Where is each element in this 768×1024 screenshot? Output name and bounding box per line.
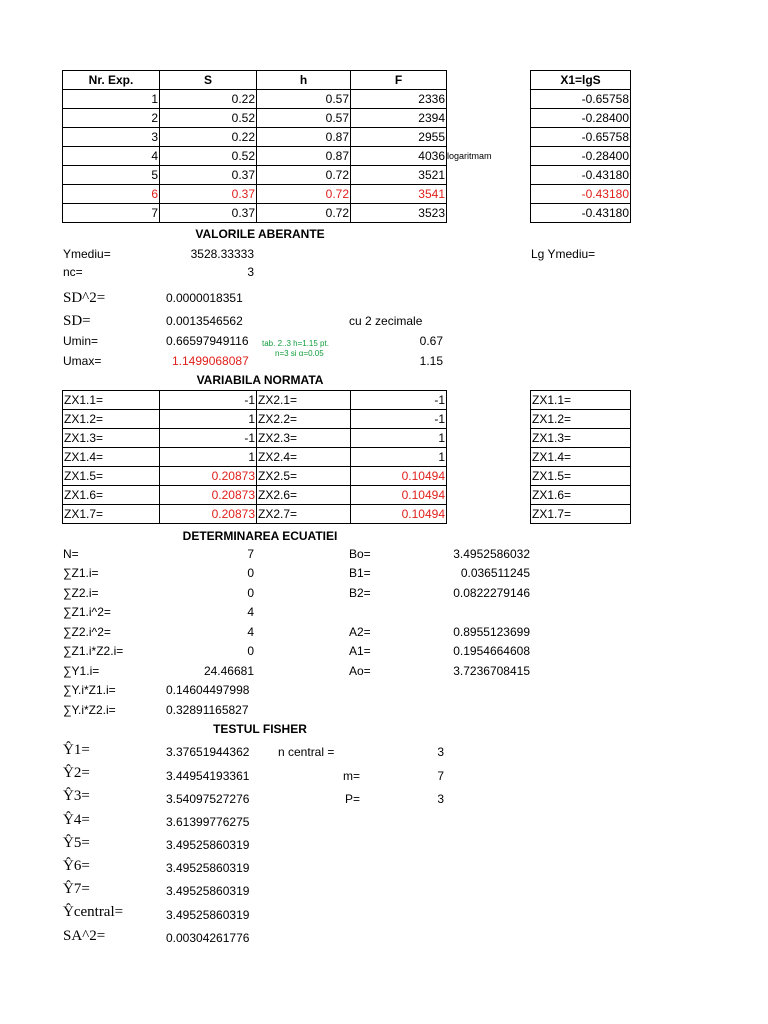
main-table (62, 70, 447, 223)
fisher-label: Ŷ1= (63, 742, 90, 758)
fisher-value: 3.61399776275 (166, 815, 250, 829)
table-cell: 6 (63, 185, 160, 204)
table-row (63, 109, 447, 128)
table-row (531, 429, 631, 448)
fisher-param-label: m= (342, 769, 360, 783)
table-cell: 3523 (351, 204, 447, 223)
table-cell: ZX2.5= (257, 467, 351, 486)
table-cell: ZX1.2= (63, 410, 160, 429)
table-row (63, 204, 447, 223)
table-cell: ZX1.4= (63, 448, 160, 467)
fisher-param-value: 3 (437, 745, 444, 759)
table-cell: 0.37 (160, 185, 257, 204)
x1-table (530, 70, 631, 223)
coef-label: Ao= (349, 664, 371, 678)
table-row (531, 448, 631, 467)
table-cell: 1 (63, 90, 160, 109)
table-cell: 0.20873 (160, 467, 257, 486)
fisher-param-value: 3 (437, 792, 444, 806)
table-cell: ZX2.7= (257, 505, 351, 524)
table-row (531, 90, 631, 109)
fisher-value: 3.54097527276 (166, 792, 250, 806)
table-cell: -1 (160, 391, 257, 410)
ecuatie-label: ∑Z1.i^2= (63, 605, 111, 619)
ecuatie-value: 24.46681 (203, 664, 254, 678)
table-cell: 0.10494 (351, 486, 447, 505)
table-row (63, 429, 447, 448)
table-cell: ZX2.1= (257, 391, 351, 410)
table-cell: 0.72 (257, 185, 351, 204)
fisher-param-label: n central = (278, 745, 335, 759)
umin-value: 0.66597949116 (166, 334, 249, 348)
ecuatie-value: 0 (247, 586, 254, 600)
table-row (63, 467, 447, 486)
fisher-value: 0.00304261776 (166, 931, 250, 945)
nc-value: 3 (247, 265, 254, 279)
table-cell: 1 (160, 410, 257, 429)
table-cell: 4 (63, 147, 160, 166)
coef-label: A1= (349, 644, 371, 658)
fisher-value: 3.49525860319 (166, 884, 250, 898)
table-cell: -0.65758 (531, 90, 631, 109)
table-cell: 0.20873 (160, 505, 257, 524)
coef-value: 3.4952586032 (453, 547, 530, 561)
table-cell: ZX1.6= (63, 486, 160, 505)
umax-label: Umax= (63, 354, 102, 368)
table-cell: 0.87 (257, 147, 351, 166)
table-cell: 0.52 (160, 147, 257, 166)
fisher-param-label: P= (344, 792, 360, 806)
table-cell: 1 (351, 429, 447, 448)
table-row (63, 128, 447, 147)
ecuatie-value: 0.32891165827 (166, 703, 249, 717)
table-cell: 0.22 (160, 128, 257, 147)
section-heading-fisher: TESTUL FISHER (213, 722, 307, 736)
table-cell: ZX2.6= (257, 486, 351, 505)
table-row (63, 486, 447, 505)
table-cell: 0.52 (160, 109, 257, 128)
table-cell: 0.37 (160, 166, 257, 185)
ecuatie-label: ∑Y.i*Z1.i= (63, 683, 116, 697)
table-cell: 3521 (351, 166, 447, 185)
fisher-label: SA^2= (63, 928, 106, 944)
fisher-param-value: 7 (437, 769, 444, 783)
coef-label: A2= (349, 625, 371, 639)
ecuatie-label: N= (63, 547, 79, 561)
table-cell: 0.37 (160, 204, 257, 223)
fisher-value: 3.49525860319 (166, 838, 250, 852)
table-row (63, 90, 447, 109)
coef-label: B2= (349, 586, 371, 600)
table-row (531, 486, 631, 505)
table-cell: 0.72 (257, 166, 351, 185)
table-cell: ZX1.3= (63, 429, 160, 448)
table-cell: 5 (63, 166, 160, 185)
table-cell: ZX1.7= (63, 505, 160, 524)
lg-ymediu-label: Lg Ymediu= (531, 247, 596, 261)
ecuatie-value: 7 (247, 547, 254, 561)
table-cell: 0.22 (160, 90, 257, 109)
fisher-value: 3.49525860319 (166, 908, 250, 922)
table-cell: -0.28400 (531, 109, 631, 128)
logaritmam-note: logaritmam (447, 151, 492, 161)
fisher-label: Ŷcentral= (63, 904, 124, 920)
table-cell: ZX1.5= (531, 467, 631, 486)
fisher-value: 3.44954193361 (166, 769, 250, 783)
ecuatie-value: 0 (247, 644, 254, 658)
table-row (531, 204, 631, 223)
table-row (531, 128, 631, 147)
table-row (531, 166, 631, 185)
ecuatie-label: ∑Z1.i= (63, 566, 99, 580)
ymediu-label: Ymediu= (63, 247, 111, 261)
ecuatie-label: ∑Y.i*Z2.i= (63, 703, 116, 717)
table-cell: -1 (351, 410, 447, 429)
sd-value: 0.0013546562 (166, 314, 243, 328)
umin-label: Umin= (63, 334, 99, 348)
ecuatie-label: ∑Y1.i= (63, 664, 100, 678)
cu2-label: cu 2 zecimale (349, 314, 423, 328)
ecuatie-value: 4 (247, 605, 254, 619)
table-cell: 7 (63, 204, 160, 223)
ecuatie-value: 0.14604497998 (166, 683, 250, 697)
table-cell: ZX1.1= (531, 391, 631, 410)
table-cell: -0.43180 (531, 185, 631, 204)
table-cell: -0.28400 (531, 147, 631, 166)
fisher-value: 3.37651944362 (166, 745, 250, 759)
table-cell: 2336 (351, 90, 447, 109)
umax-value: 1.1499068087 (172, 354, 249, 368)
umax-rounded: 1.15 (419, 354, 443, 368)
table-row (63, 505, 447, 524)
table-cell: 2394 (351, 109, 447, 128)
table-cell: 0.10494 (351, 505, 447, 524)
table-row (63, 391, 447, 410)
nc-label: nc= (63, 265, 83, 279)
table-row (63, 147, 447, 166)
section-heading-variabila: VARIABILA NORMATA (196, 373, 324, 387)
table-row (531, 505, 631, 524)
table-cell: 1 (160, 448, 257, 467)
table-cell: ZX1.3= (531, 429, 631, 448)
fisher-label: Ŷ3= (63, 788, 90, 804)
zx-right-table (530, 390, 631, 524)
ecuatie-label: ∑Z1.i*Z2.i= (63, 644, 124, 658)
table-cell: ZX1.5= (63, 467, 160, 486)
table-cell: ZX1.1= (63, 391, 160, 410)
table-row (531, 147, 631, 166)
table-cell: -1 (351, 391, 447, 410)
table-cell: ZX2.3= (257, 429, 351, 448)
table-cell: 2955 (351, 128, 447, 147)
table-row (63, 410, 447, 429)
tab-note-1: tab. 2..3 h=1.15 pt. (262, 339, 329, 348)
fisher-label: Ŷ6= (63, 858, 90, 874)
table-cell: -0.43180 (531, 166, 631, 185)
fisher-label: Ŷ2= (63, 765, 90, 781)
table-cell: 0.10494 (351, 467, 447, 486)
table-cell: ZX1.4= (531, 448, 631, 467)
sd-label: SD= (63, 313, 91, 329)
coef-value: 3.7236708415 (453, 664, 530, 678)
column-header: Nr. Exp. (63, 71, 160, 90)
fisher-label: Ŷ7= (63, 881, 90, 897)
table-cell: 1 (351, 448, 447, 467)
table-cell: -1 (160, 429, 257, 448)
table-row (63, 166, 447, 185)
coef-value: 0.036511245 (460, 566, 530, 580)
ymediu-value: 3528.33333 (190, 247, 254, 261)
section-heading-determinarea: DETERMINAREA ECUATIEI (182, 529, 338, 543)
ecuatie-value: 0 (247, 566, 254, 580)
coef-label: Bo= (349, 547, 371, 561)
table-cell: 3 (63, 128, 160, 147)
table-cell: 0.20873 (160, 486, 257, 505)
column-header: X1=lgS (531, 71, 631, 90)
table-row-highlighted (63, 185, 447, 204)
table-row (531, 109, 631, 128)
table-row (531, 467, 631, 486)
table-cell: -0.65758 (531, 128, 631, 147)
table-row (531, 391, 631, 410)
table-row-highlighted (531, 185, 631, 204)
ecuatie-label: ∑Z2.i= (63, 586, 99, 600)
table-cell: 0.57 (257, 109, 351, 128)
umin-rounded: 0.67 (419, 334, 443, 348)
table-row (531, 410, 631, 429)
sd2-label: SD^2= (63, 290, 106, 306)
table-cell: 4036 (351, 147, 447, 166)
column-header: S (160, 71, 257, 90)
table-cell: ZX2.4= (257, 448, 351, 467)
column-header: F (351, 71, 447, 90)
table-header-row (63, 71, 447, 90)
ecuatie-value: 4 (247, 625, 254, 639)
table-cell: ZX1.6= (531, 486, 631, 505)
table-cell: -0.43180 (531, 204, 631, 223)
table-cell: 3541 (351, 185, 447, 204)
tab-note-2: n=3 si α=0.05 (275, 349, 324, 358)
table-cell: 0.57 (257, 90, 351, 109)
sd2-value: 0.0000018351 (166, 291, 243, 305)
fisher-label: Ŷ5= (63, 835, 90, 851)
coef-value: 0.0822279146 (453, 586, 530, 600)
fisher-value: 3.49525860319 (166, 861, 250, 875)
coef-label: B1= (349, 566, 371, 580)
coef-value: 0.1954664608 (453, 644, 530, 658)
table-header-row (531, 71, 631, 90)
fisher-label: Ŷ4= (63, 812, 90, 828)
table-cell: ZX1.7= (531, 505, 631, 524)
zx-table (62, 390, 447, 524)
table-cell: 0.72 (257, 204, 351, 223)
coef-value: 0.8955123699 (453, 625, 530, 639)
table-cell: ZX2.2= (257, 410, 351, 429)
ecuatie-label: ∑Z2.i^2= (63, 625, 111, 639)
column-header: h (257, 71, 351, 90)
table-row (63, 448, 447, 467)
table-cell: ZX1.2= (531, 410, 631, 429)
table-cell: 2 (63, 109, 160, 128)
section-heading-valori: VALORILE ABERANTE (195, 227, 325, 241)
table-cell: 0.87 (257, 128, 351, 147)
